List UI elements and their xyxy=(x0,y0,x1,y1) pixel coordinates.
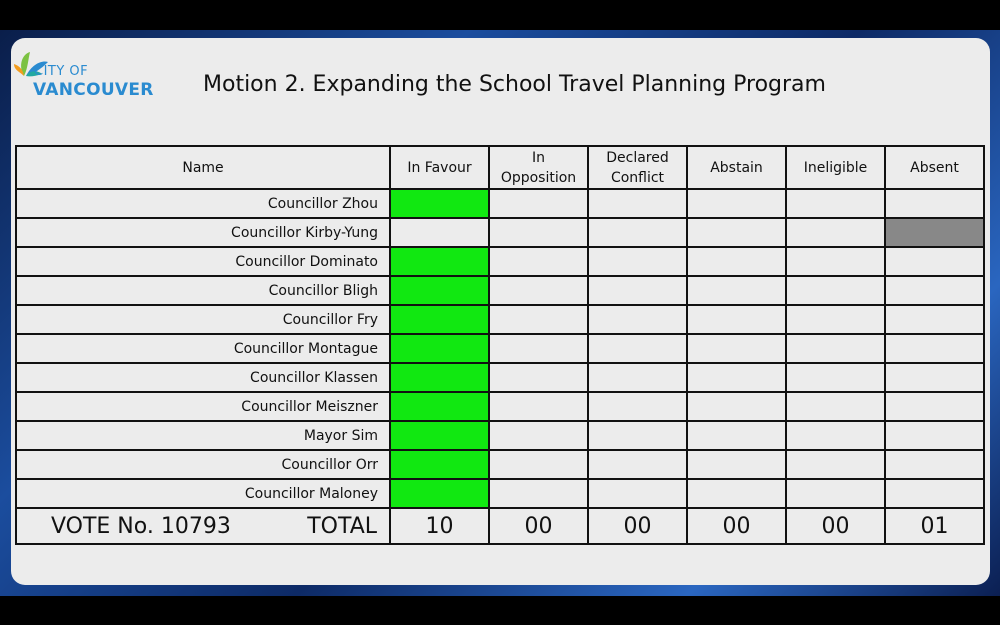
councillor-name: Councillor Orr xyxy=(16,450,390,479)
councillor-name: Councillor Fry xyxy=(16,305,390,334)
table-row xyxy=(16,276,984,305)
vote-cell xyxy=(786,189,885,218)
vote-cell xyxy=(786,479,885,508)
vote-cell xyxy=(588,392,687,421)
vote-cell xyxy=(588,305,687,334)
vote-cell xyxy=(588,218,687,247)
vote-cell xyxy=(390,189,489,218)
vote-cell xyxy=(786,421,885,450)
vote-cell xyxy=(885,363,984,392)
vote-cell xyxy=(489,363,588,392)
total-value: 10 xyxy=(390,508,489,544)
vote-cell xyxy=(489,450,588,479)
vote-cell xyxy=(588,363,687,392)
table-row xyxy=(16,450,984,479)
vote-cell xyxy=(786,305,885,334)
vote-cell xyxy=(687,247,786,276)
vote-cell xyxy=(687,479,786,508)
total-value: 00 xyxy=(687,508,786,544)
vote-cell xyxy=(885,218,984,247)
vote-cell xyxy=(390,334,489,363)
vote-cell xyxy=(885,450,984,479)
vote-cell xyxy=(489,305,588,334)
councillor-name: Councillor Maloney xyxy=(16,479,390,508)
logo-city-text: CITY OF xyxy=(34,64,89,79)
table-row xyxy=(16,189,984,218)
column-header: Declared Conflict xyxy=(588,146,687,189)
vote-cell xyxy=(885,189,984,218)
column-header: Name xyxy=(16,146,390,189)
total-value: 00 xyxy=(489,508,588,544)
total-label-cell xyxy=(16,508,390,544)
vote-cell xyxy=(687,218,786,247)
vote-cell xyxy=(489,334,588,363)
table-row xyxy=(16,247,984,276)
column-header: Absent xyxy=(885,146,984,189)
vote-cell xyxy=(390,392,489,421)
page-title: Motion 2. Expanding the School Travel Planning Program xyxy=(203,72,826,97)
vote-cell xyxy=(390,276,489,305)
total-value: 00 xyxy=(786,508,885,544)
column-header: Abstain xyxy=(687,146,786,189)
councillor-name: Councillor Kirby-Yung xyxy=(16,218,390,247)
total-value: 01 xyxy=(885,508,984,544)
table-row xyxy=(16,421,984,450)
table-row xyxy=(16,334,984,363)
councillor-name: Councillor Bligh xyxy=(16,276,390,305)
table-row xyxy=(16,305,984,334)
vote-cell xyxy=(588,247,687,276)
vote-cell xyxy=(588,276,687,305)
table-row xyxy=(16,218,984,247)
vote-cell xyxy=(390,218,489,247)
vote-cell xyxy=(588,479,687,508)
vote-cell xyxy=(390,450,489,479)
vote-number: VOTE No. 10793 xyxy=(51,513,231,539)
vote-cell xyxy=(885,421,984,450)
vote-cell xyxy=(489,247,588,276)
vote-cell xyxy=(885,276,984,305)
vote-cell xyxy=(588,334,687,363)
table-row xyxy=(16,392,984,421)
table-row xyxy=(16,479,984,508)
vote-cell xyxy=(390,363,489,392)
vote-cell xyxy=(489,276,588,305)
councillor-name: Councillor Zhou xyxy=(16,189,390,218)
vote-table xyxy=(15,145,985,545)
councillor-name: Mayor Sim xyxy=(16,421,390,450)
vote-cell xyxy=(390,421,489,450)
vote-cell xyxy=(588,450,687,479)
table-row xyxy=(16,363,984,392)
vote-cell xyxy=(786,276,885,305)
vote-cell xyxy=(786,392,885,421)
vote-cell xyxy=(489,189,588,218)
vote-cell xyxy=(687,276,786,305)
vote-cell xyxy=(489,421,588,450)
vote-cell xyxy=(687,305,786,334)
vote-cell xyxy=(588,421,687,450)
vote-cell xyxy=(489,218,588,247)
total-value: 00 xyxy=(588,508,687,544)
councillor-name: Councillor Meiszner xyxy=(16,392,390,421)
column-header: In Opposition xyxy=(489,146,588,189)
councillor-name: Councillor Montague xyxy=(16,334,390,363)
header-row xyxy=(16,146,984,189)
vote-cell xyxy=(390,305,489,334)
vote-cell xyxy=(786,247,885,276)
vote-cell xyxy=(885,479,984,508)
vote-cell xyxy=(885,247,984,276)
vote-cell xyxy=(885,305,984,334)
total-row xyxy=(16,508,984,544)
councillor-name: Councillor Dominato xyxy=(16,247,390,276)
vote-cell xyxy=(687,363,786,392)
logo-vancouver-text: VANCOUVER xyxy=(33,80,154,100)
vote-cell xyxy=(687,392,786,421)
vote-cell xyxy=(390,247,489,276)
vote-cell xyxy=(687,334,786,363)
column-header: Ineligible xyxy=(786,146,885,189)
vote-cell xyxy=(489,392,588,421)
vote-cell xyxy=(786,450,885,479)
vote-cell xyxy=(786,363,885,392)
vote-cell xyxy=(588,189,687,218)
vote-cell xyxy=(885,334,984,363)
total-label: TOTAL xyxy=(307,513,377,539)
vote-cell xyxy=(687,450,786,479)
vote-cell xyxy=(489,479,588,508)
vote-cell xyxy=(687,189,786,218)
vote-cell xyxy=(885,392,984,421)
vote-cell xyxy=(786,334,885,363)
vote-cell xyxy=(687,421,786,450)
councillor-name: Councillor Klassen xyxy=(16,363,390,392)
column-header: In Favour xyxy=(390,146,489,189)
vote-cell xyxy=(786,218,885,247)
vote-cell xyxy=(390,479,489,508)
